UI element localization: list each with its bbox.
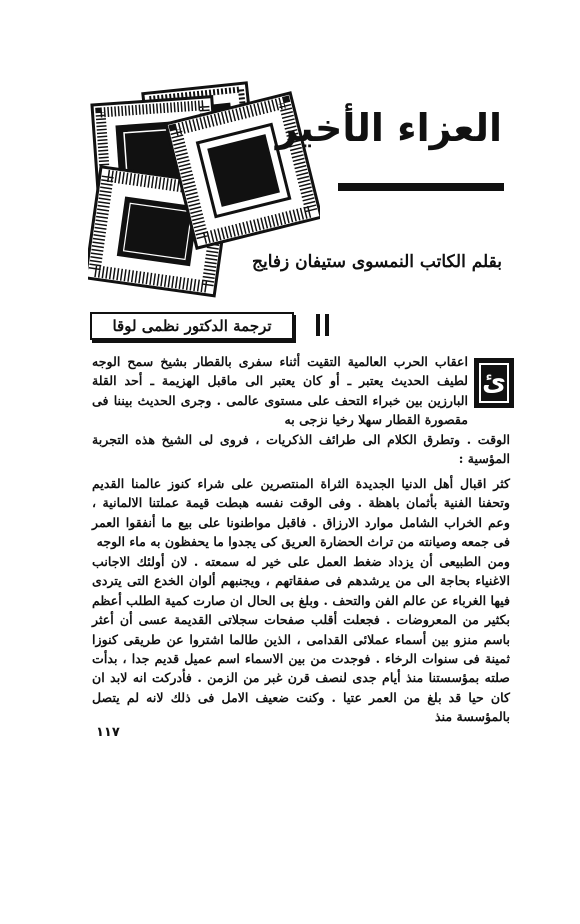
paragraph-4: ومن الطبيعى أن يزداد ضغط العمل على خير له سمعته . لان أولئك الاجانب الاغنياء بحاجة الى من يرشدهم فى صفقاتهم ، ويجنبهم ألوان الخدع التى يتردى فيها الغرباء عن عالم الفن والتحف . وبلغ بى الحال ان صارت كمية الطلب أعظم بكثير من المعروضات . فجعلت أقلب صفحات سجلاتى القديمة عسى أن أعثر باسم منزو بين أسماء عملائى القدامى ، الذين طالما اشتروا عن طريقى كنوزا ثمينة فى سنوات الرخاء . فوجدت من بين الاسماء اسم عميل قديم جدا ، بدأت صلته بمؤسستنا منذ أيام جدى لنصف قرن غبر من الزمن . فأدركت انه لابد ان كان حيا قد بلغ من العمر عتيا . وكنت ضعيف الامل فى ذلك لانه لم يتصل بالمؤسسة منذ	[92, 554, 510, 725]
translator-credit: ترجمة الدكتور نظمى لوقا	[90, 312, 294, 340]
author-byline: بقلم الكاتب النمسوى ستيفان زفايج	[252, 252, 502, 272]
title-underline	[338, 183, 504, 191]
translator-ornament	[316, 314, 330, 336]
paragraph-1: اعقاب الحرب العالمية التقيت أثناء سفرى بالقطار بشيخ سمح الوجه لطيف الحديث يعتبر ـ أو كان يعتبر الى ماقبل الهزيمة ـ أحد القلة البارزين بين خبراء التحف على مستوى عالمى . وجرى الحديث بيننا فى مقصورة القطار سهلا رخيا نزجى به	[92, 354, 468, 428]
article-title: العزاء الأخير	[275, 106, 502, 150]
paragraph-3: كثر اقبال أهل الدنيا الجديدة الثراة المنتصرين على شراء كنوز عالمنا القديم وتحفنا الفنية بأثمان باهظة . وفى الوقت نفسه هبطت قيمة عملتنا الالمانية ، وعم الخراب الشامل موارد الارزاق . فاقبل مواطنونا على بيع ما أنفقوا العمر فى جمعه وصيانته من تراث الحضارة العريق كى يجدوا ما يحفظون به ماء الوجه	[92, 476, 510, 550]
paragraph-2: الوقت . وتطرق الكلام الى طرائف الذكريات ، فروى لى الشيخ هذه التجربة المؤسية :	[92, 432, 510, 467]
drop-cap: ئ	[474, 358, 514, 408]
page-number: ١١٧	[96, 725, 120, 740]
